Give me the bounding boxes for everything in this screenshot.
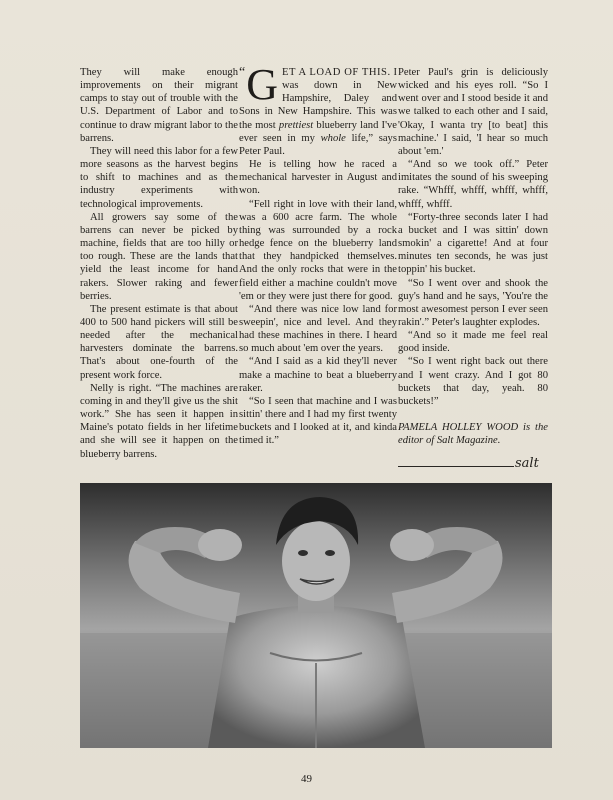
paragraph: They will make enough improvements on their migrant camps to stay out of trouble with the U.S. Department of Labor and to continue to draw migrant labor to the barrens. [80, 67, 238, 144]
paragraph: “Forty-three seconds later I had a bucket and I was sittin' down smokin' a cigarette! And at four minutes ten seconds, he was just toppin' his bucket. [398, 211, 548, 276]
paragraph: He is telling how he raced a mechanical harvester in August and won. [239, 159, 397, 197]
article-column-3 [398, 66, 548, 447]
lead-text: I was down in New Hampshire, Daley and Sons in New Hampshire. This was the most [239, 67, 397, 131]
paragraph: “Fell right in love with their land, was a 600 acre farm. The whole thing was surrounded by a rock hedge fence on the blueberry land that they handpicked themselves. And the only rocks that were in the field either a machine couldn't move 'em or they were just there for good. [239, 198, 397, 302]
paragraph: “And I said as a kid they'll never make a machine to beat a blueberry raker. [239, 356, 397, 394]
end-rule [398, 466, 514, 467]
article-column-1 [80, 66, 238, 461]
paragraph: “And there was nice low land for sweepin', nice and level. And they had these machines in there. I heard so much about 'em over the years. [239, 303, 397, 355]
lead-text: life,” says Peter Paul. [239, 132, 397, 157]
photo-illustration [80, 483, 552, 748]
author-credit: PAMELA HOLLEY WOOD is the editor of Salt Magazine. [398, 422, 548, 447]
paragraph: “And so it made me feel real good inside. [398, 330, 548, 355]
emphasis: prettiest [278, 119, 314, 131]
paragraph: The present estimate is that about 400 to 500 hand pickers will still be needed after the mechanical harvesters dominate the barrens. That's about one-fourth of the present work force. [80, 303, 238, 381]
paragraph: “So I went right back out there and I went crazy. And I got 80 buckets that day, yeah. 80 buckets!” [398, 356, 548, 407]
paragraph: “So I went over and shook the guy's hand and he says, 'You're the most awesomest person I ever seen rakin'.” Peter's laughter explodes. [398, 277, 548, 328]
photo-man-flexing [80, 483, 552, 748]
paragraph: Peter Paul's grin is deliciously wicked and his eyes roll. “So I went over and I stood beside it and we talked to each other and I said, 'Okay, I wanta try [to beat] this machine.' I said, 'I hear so much about 'em.' [398, 67, 548, 157]
open-quote: “ [239, 65, 246, 80]
emphasis: whole [320, 132, 346, 144]
salt-end-mark: salt [515, 456, 539, 471]
section-lead-paragraph [239, 60, 397, 158]
drop-cap: G [246, 60, 278, 109]
article-column-2 [239, 60, 397, 448]
paragraph: “And so we took off.” Peter imitates the sound of his sweeping rake. “Whfff, whfff, whfff, whfff, whfff, whfff. [398, 159, 548, 210]
lead-in-caps: ET A LOAD OF THIS. [282, 67, 391, 78]
paragraph: Nelly is right. “The machines are coming in and they'll give us the shit work.” She has seen it happen in Maine's potato fields in her lifetime and she will see it happen on the blueberry barrens. [80, 382, 238, 460]
page-number: 49 [301, 773, 312, 785]
paragraph: They will need this labor for a few more seasons as the harvest begins to shift to machines and as the industry experiments with technological improvements. [80, 145, 238, 210]
paragraph: All growers say some of the barrens can never be picked by machine, fields that are too hilly or too rough. These are the lands that yield the least income for hand rakers. Slower raking and fewer berries. [80, 211, 238, 302]
paragraph: “So I seen that machine and I was sittin' there and I had my first twenty buckets and I looked at it, and kinda timed it.” [239, 395, 397, 447]
lead-text: blueberry land I've ever seen in my [239, 119, 397, 144]
